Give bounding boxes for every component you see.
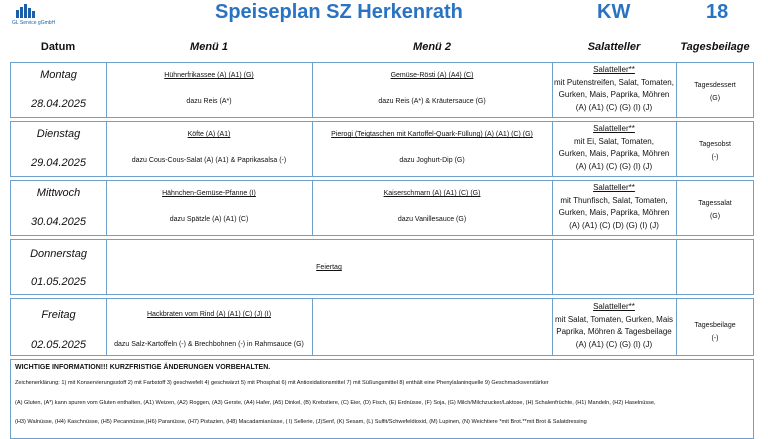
beilage-info <box>676 319 754 345</box>
menu1-title: Hackbraten vom Rind (A) (A1) (C) (J) (I) <box>146 311 272 318</box>
menu2-title: Gemüse-Rösti (A) (A4) (C) <box>390 72 474 79</box>
menu2-side: dazu Reis (A*) & Kräutersauce (G) <box>378 98 486 105</box>
beilage-line: (-) <box>711 154 719 161</box>
salad-line: Paprika, Möhren & Tagesbeilage <box>556 327 672 336</box>
menu1-title: Köfte (A) (A1) <box>187 131 231 138</box>
salad-info <box>552 301 676 351</box>
day-name: Donnerstag <box>30 248 87 260</box>
day-date: 01.05.2025 <box>30 276 87 288</box>
beilage-info <box>676 79 754 105</box>
logo-text: GL Service gGmbH <box>12 20 56 26</box>
salad-line: mit Putenstreifen, Salat, Tomaten, <box>554 77 674 87</box>
salad-title: Salatteller** <box>593 65 635 74</box>
info-legend-allergens-2: (H3) Walnüsse, (H4) Kaschnüsse, (H5) Pecannüsse,(H6) Paranüsse, (H7) Pistazien, (H8) Macadamianüsse, ( I) Sellerie, (J)Senf, (K) Sesam, (L) Sulfit/Schwefeldioxid, (M) Lupinen, (N) Weichtiere *mit Brot.**mit Brot & Salatdressing <box>15 419 587 425</box>
info-heading: WICHTIGE INFORMATION!!! KURZFRISTIGE ÄNDERUNGEN VORBEHALTEN. <box>15 364 271 371</box>
day-name: Montag <box>40 69 77 81</box>
menu2-title: Pierogi (Teigtaschen mit Kartoffel-Quark-Füllung) (A) (A1) (C) (G) <box>331 131 533 138</box>
beilage-line: (G) <box>709 213 721 220</box>
day-name: Mittwoch <box>36 187 81 199</box>
salad-title: Salatteller** <box>593 302 635 311</box>
salad-line: (A) (A1) (C) (G) (I) (J) <box>575 102 653 112</box>
beilage-line: (G) <box>709 95 721 102</box>
menu1-side: dazu Spätzle (A) (A1) (C) <box>169 216 249 223</box>
salad-line: Gurken, Mais, Paprika, Möhren <box>558 149 670 158</box>
info-legend-allergens: (A) Gluten, (A*) kann spuren vom Gluten enthalten, (A1) Weizen, (A2) Roggen, (A3) Gerste, (A4) Hafer, (A5) Dinkel, (B) Krebstiere, (C) Eier, (D) Fisch, (E) Erdnüsse, (F) Soja, (G) Milch/Milchzucker/Laktose, (H) Schalenfrüchte, (H1) Mandeln, (H2) Haselnüsse, <box>15 400 656 406</box>
day-date: 28.04.2025 <box>30 98 87 110</box>
salad-line: (A) (A1) (C) (D) (G) (I) (J) <box>569 220 659 230</box>
beilage-info <box>676 197 754 223</box>
column-header-beilage: Tagesbeilage <box>680 41 750 53</box>
beilage-line: Tagesobst <box>699 141 731 148</box>
week-label: KW <box>597 1 631 23</box>
salad-line: (A) (A1) (C) (G) (I) (J) <box>575 339 653 349</box>
holiday-label: Feiertag <box>316 264 342 271</box>
day-row-friday <box>10 298 754 356</box>
column-header-menu1: Menü 1 <box>190 41 228 53</box>
week-number: 18 <box>706 1 729 23</box>
menu1-side: dazu Cous-Cous-Salat (A) (A1) & Paprikasalsa (-) <box>131 157 287 164</box>
info-legend-additives: Zeichenerklärung: 1) mit Konservierungsstoff 2) mit Farbstoff 3) geschwefelt 4) geschwärzt 5) mit Phosphat 6) mit Antioxidationsmittel 7) mit Süßungsmittel 8) enthält eine Phenylalaninquelle 9) Geschmacksverstärker <box>15 380 549 386</box>
menu2-side: dazu Vanillesauce (G) <box>397 216 467 223</box>
column-header-salat: Salatteller <box>587 41 641 53</box>
beilage-line: Tagessalat <box>698 200 732 207</box>
salad-info <box>552 123 676 173</box>
menu2-side: dazu Joghurt-Dip (G) <box>399 157 465 164</box>
salad-title: Salatteller** <box>593 124 635 133</box>
salad-line: Gurken, Mais, Paprika, Möhren <box>558 90 670 99</box>
salad-line: mit Salat, Tomaten, Gurken, Mais <box>554 314 674 324</box>
logo-icon <box>16 4 38 18</box>
day-row-monday <box>10 62 754 118</box>
beilage-line: (-) <box>711 335 719 342</box>
day-row-wednesday <box>10 180 754 236</box>
day-name: Freitag <box>41 309 76 321</box>
salad-line: mit Thunfisch, Salat, Tomaten, <box>560 195 668 205</box>
page-title: Speiseplan SZ Herkenrath <box>215 1 463 23</box>
day-date: 30.04.2025 <box>30 216 87 228</box>
day-row-tuesday <box>10 121 754 177</box>
day-name: Dienstag <box>36 128 81 140</box>
beilage-info <box>676 138 754 164</box>
day-row-thursday <box>10 239 754 295</box>
salad-title: Salatteller** <box>593 183 635 192</box>
salad-info <box>552 64 676 114</box>
menu1-title: Hähnchen-Gemüse-Pfanne (I) <box>162 190 256 197</box>
salad-line: (A) (A1) (C) (G) (I) (J) <box>575 161 653 171</box>
beilage-line: Tagesbeilage <box>694 322 736 329</box>
menu2-title: Kaiserschmarn (A) (A1) (C) (G) <box>383 190 481 197</box>
salad-line: Gurken, Mais, Paprika, Möhren <box>558 208 670 217</box>
beilage-line: Tagesdessert <box>694 82 736 89</box>
salad-info <box>552 182 676 232</box>
menu1-side: dazu Reis (A*) <box>186 98 232 105</box>
menu1-side: dazu Salz-Kartoffeln (-) & Brechbohnen (-) in Rahmsauce (G) <box>114 341 304 348</box>
day-date: 29.04.2025 <box>30 157 87 169</box>
salad-line: mit Ei, Salat, Tomaten, <box>574 136 654 146</box>
info-box <box>10 359 754 439</box>
column-header-menu2: Menü 2 <box>413 41 451 53</box>
column-header-datum: Datum <box>40 41 76 53</box>
day-date: 02.05.2025 <box>30 339 87 351</box>
menu1-title: Hühnerfrikassee (A) (A1) (G) <box>164 72 254 79</box>
